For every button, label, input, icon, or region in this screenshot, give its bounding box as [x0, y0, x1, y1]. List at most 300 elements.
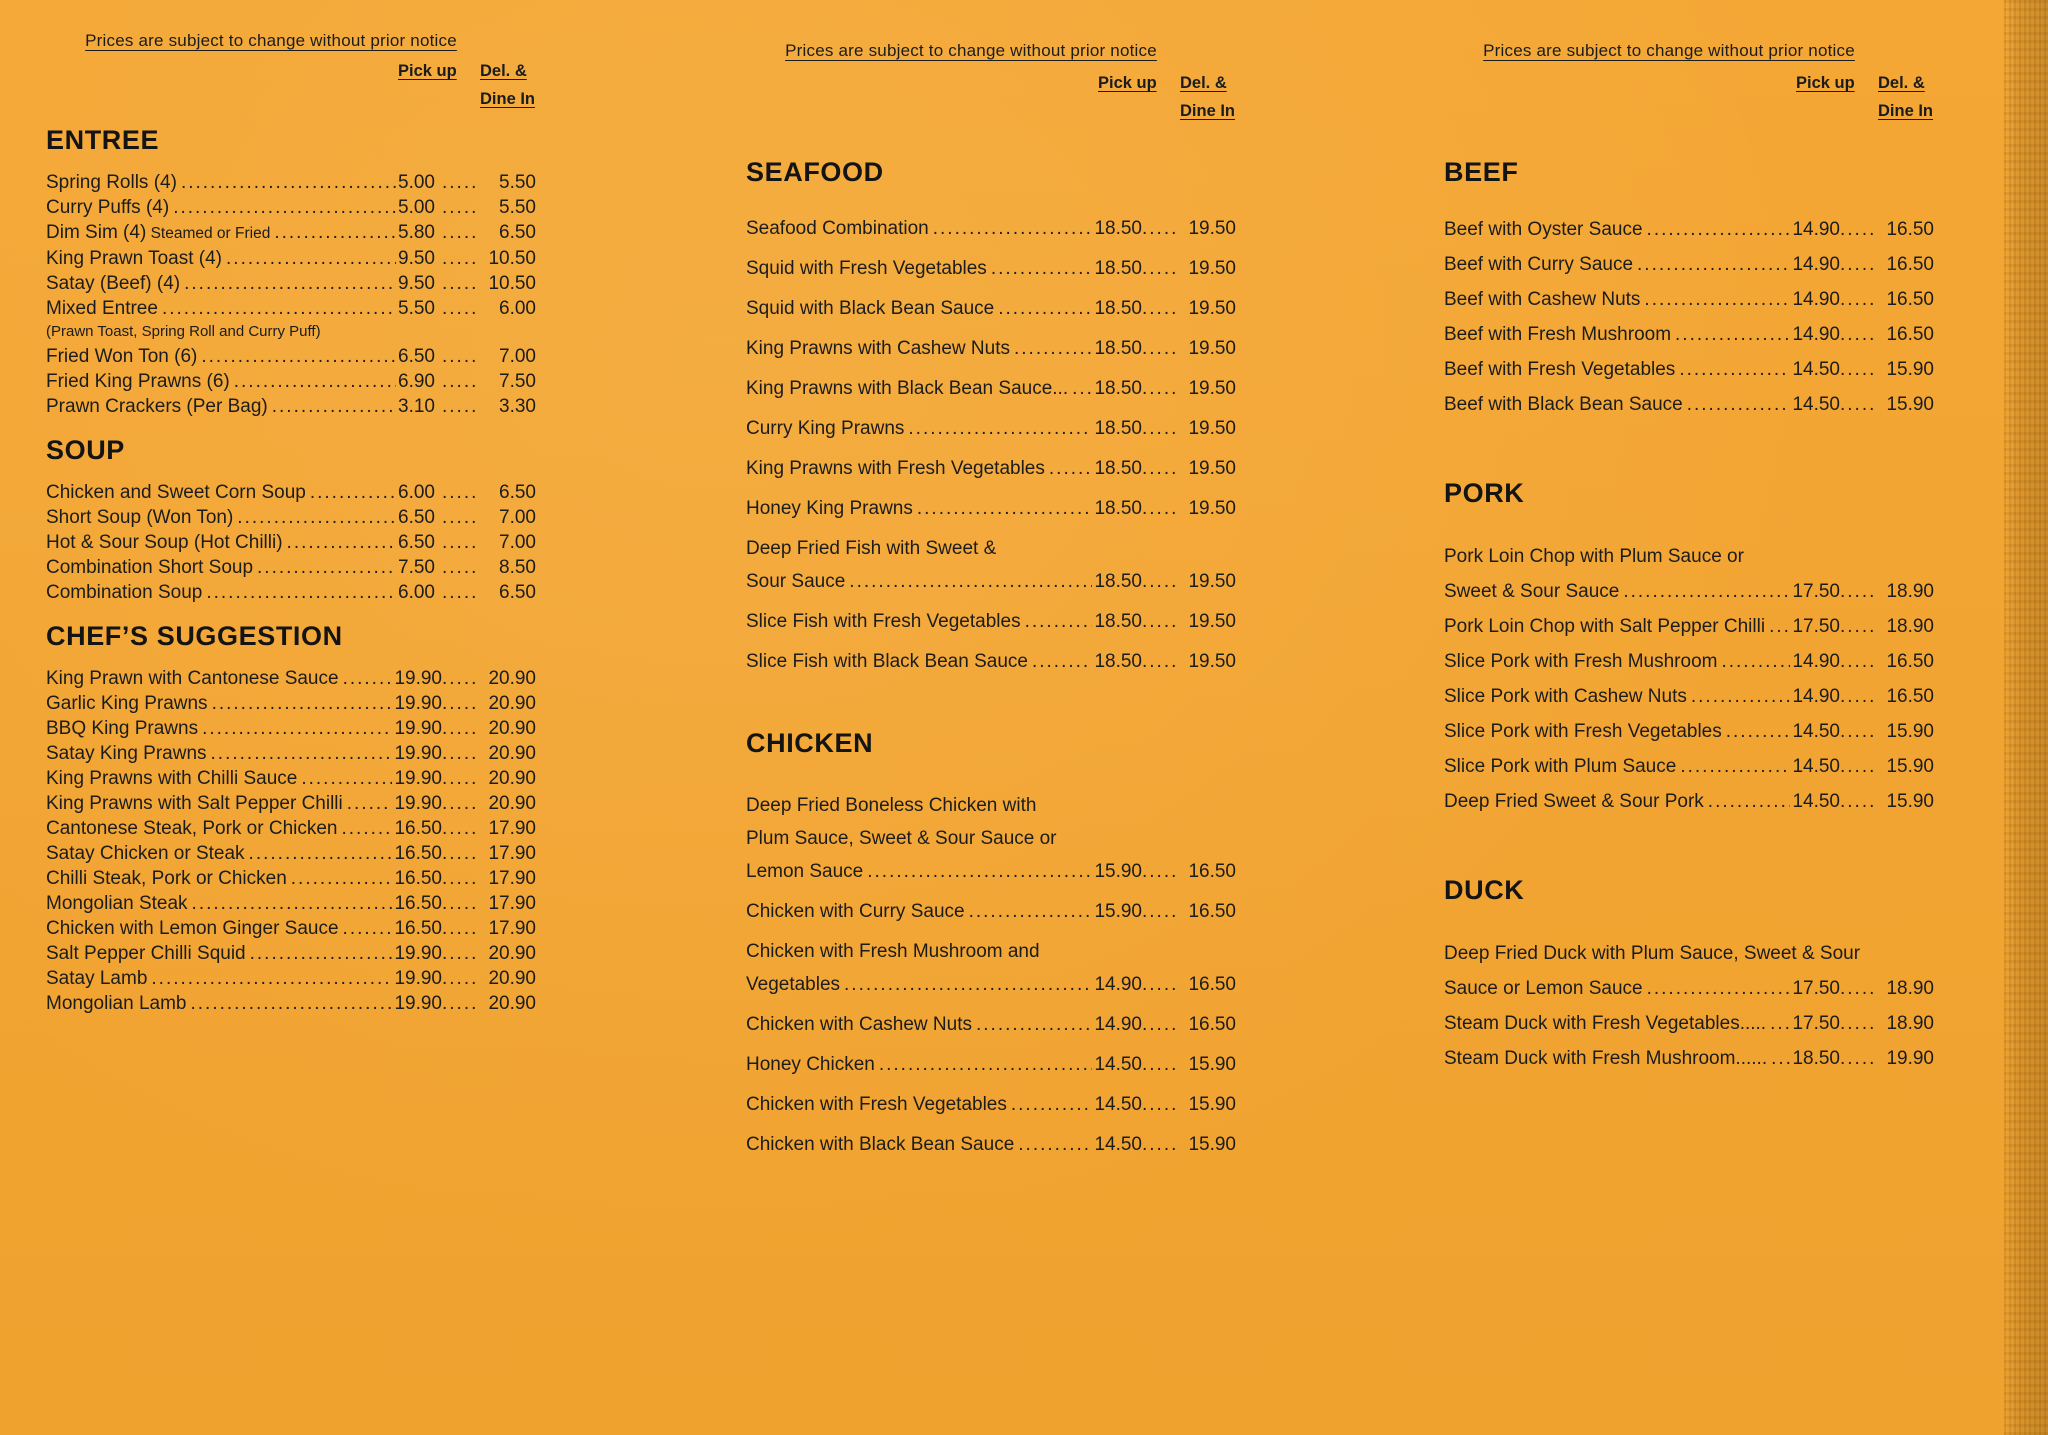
pickup-price: 5.80 [398, 222, 435, 243]
menu-item [746, 645, 1236, 678]
menu-item-name: Vegetables [746, 974, 841, 995]
pickup-price: 16.50 [394, 918, 442, 939]
dot-leader [1679, 352, 1790, 387]
dot-separator [442, 170, 480, 195]
menu-item-name: King Prawn with Cantonese Sauce [46, 668, 339, 689]
dot-leader [190, 991, 392, 1016]
menu-item-name: Satay Lamb [46, 968, 148, 989]
menu-item-line: Deep Fried Duck with Plum Sauce, Sweet & Sour [1444, 943, 1861, 964]
menu-item-row [46, 666, 536, 691]
menu-item-row [46, 296, 536, 321]
dot-leader [1721, 644, 1790, 679]
menu-item-row [46, 170, 536, 195]
pickup-price: 14.50 [1792, 394, 1840, 415]
dot-separator [1142, 645, 1180, 678]
pickup-price: 15.90 [1094, 901, 1142, 922]
menu-item-name: Lemon Sauce [746, 861, 864, 882]
dot-separator [1142, 1128, 1180, 1161]
menu-item-name: Honey King Prawns [746, 498, 913, 519]
menu-item-row [1444, 282, 1934, 317]
menu-item-name: Chicken with Black Bean Sauce [746, 1134, 1015, 1155]
menu-item [746, 452, 1236, 485]
section-title: CHEF’S SUGGESTION [46, 621, 343, 651]
dine-price: 15.90 [1886, 791, 1934, 812]
dot-separator [1142, 895, 1180, 928]
dine-price: 20.90 [488, 718, 536, 739]
delivery-column-header-line2: Dine In [1878, 102, 1934, 120]
dot-leader [184, 271, 396, 296]
menu-item-name: Beef with Cashew Nuts [1444, 289, 1641, 310]
section-title: SEAFOOD [746, 157, 884, 187]
menu-item [46, 691, 536, 716]
menu-column-3 [1444, 0, 1934, 1076]
pickup-price: 16.50 [394, 868, 442, 889]
dot-separator [442, 555, 480, 580]
menu-item [46, 841, 536, 866]
dot-separator [1840, 644, 1878, 679]
dot-separator [1142, 292, 1180, 325]
menu-item-row [1444, 317, 1934, 352]
menu-item [746, 372, 1236, 405]
dot-leader [206, 580, 396, 605]
dine-price: 17.90 [488, 918, 536, 939]
menu-item-row [746, 492, 1236, 525]
dine-price: 5.50 [499, 172, 536, 193]
pickup-price: 19.90 [394, 793, 442, 814]
menu-item [746, 1128, 1236, 1161]
menu-item-row [46, 246, 536, 271]
dot-leader [272, 394, 396, 419]
dot-separator [442, 816, 480, 841]
pickup-price: 18.50 [1094, 258, 1142, 279]
menu-item-row [746, 855, 1236, 888]
pickup-price: 14.90 [1792, 324, 1840, 345]
menu-item [746, 252, 1236, 285]
dot-leader [844, 968, 1092, 1001]
menu-item-name: Chilli Steak, Pork or Chicken [46, 868, 287, 889]
menu-item-row [46, 841, 536, 866]
dot-separator [442, 480, 480, 505]
dine-price: 16.50 [1188, 1014, 1236, 1035]
dine-price: 7.00 [499, 532, 536, 553]
pickup-price: 18.50 [1094, 298, 1142, 319]
dot-leader [274, 220, 396, 245]
menu-section [746, 157, 1236, 678]
menu-item [1444, 387, 1934, 422]
menu-item [746, 212, 1236, 245]
dine-price: 19.50 [1188, 338, 1236, 359]
menu-item-name: Cantonese Steak, Pork or Chicken [46, 818, 338, 839]
dine-price: 17.90 [488, 843, 536, 864]
pickup-price: 18.50 [1094, 418, 1142, 439]
menu-item-row [1444, 714, 1934, 749]
dine-price: 10.50 [488, 273, 536, 294]
dot-leader [212, 691, 393, 716]
menu-item-name: Slice Fish with Black Bean Sauce [746, 651, 1028, 672]
dot-leader [310, 480, 396, 505]
menu-item-name: Dim Sim (4) Steamed or Fried [46, 222, 271, 243]
menu-item [1444, 212, 1934, 247]
menu-item-name: Spring Rolls (4) [46, 172, 177, 193]
dine-price: 19.50 [1188, 218, 1236, 239]
dot-leader [1025, 605, 1093, 638]
dot-separator [1142, 412, 1180, 445]
dot-leader [1687, 387, 1791, 422]
dot-separator [442, 394, 480, 419]
dot-separator [442, 530, 480, 555]
dot-leader [1770, 1006, 1790, 1041]
pickup-price: 14.90 [1792, 651, 1840, 672]
dine-price: 20.90 [488, 768, 536, 789]
pickup-price: 18.50 [1094, 571, 1142, 592]
pickup-column-header: Pick up [1098, 74, 1157, 92]
menu-item-row [1444, 1006, 1934, 1041]
dine-price: 15.90 [1188, 1094, 1236, 1115]
dot-leader [1647, 212, 1791, 247]
menu-item-line: Pork Loin Chop with Plum Sauce or [1444, 546, 1744, 567]
pickup-price: 6.00 [398, 482, 435, 503]
dot-separator [1840, 1006, 1878, 1041]
dot-leader [347, 791, 393, 816]
menu-item-row [746, 292, 1236, 325]
pickup-price: 19.90 [394, 668, 442, 689]
menu-item-name: Satay King Prawns [46, 743, 207, 764]
dine-price: 15.90 [1886, 394, 1934, 415]
delivery-column-header [1180, 73, 1236, 121]
dot-separator [442, 195, 480, 220]
pickup-price: 17.50 [1792, 616, 1840, 637]
dot-leader [1680, 749, 1790, 784]
section-title: SOUP [46, 435, 125, 465]
dot-separator [1142, 1008, 1180, 1041]
pickup-price: 5.00 [398, 197, 435, 218]
menu-item-name: Squid with Fresh Vegetables [746, 258, 987, 279]
dot-leader [1072, 372, 1092, 405]
menu-item-row [1444, 609, 1934, 644]
menu-item-name: Mongolian Lamb [46, 993, 187, 1014]
menu-item-name: Slice Pork with Fresh Vegetables [1444, 721, 1722, 742]
menu-item [746, 789, 1236, 888]
pickup-price: 19.90 [394, 968, 442, 989]
delivery-column-header-line1: Del. & [1878, 74, 1925, 92]
menu-item [46, 891, 536, 916]
menu-item [46, 296, 536, 321]
menu-item [46, 555, 536, 580]
menu-item-name: Beef with Fresh Mushroom [1444, 324, 1672, 345]
pickup-price: 18.50 [1094, 218, 1142, 239]
menu-item [1444, 679, 1934, 714]
section-title: DUCK [1444, 875, 1525, 905]
menu-item-name: Slice Pork with Cashew Nuts [1444, 686, 1687, 707]
dine-price: 19.50 [1188, 498, 1236, 519]
menu-item [1444, 644, 1934, 679]
pickup-price: 14.50 [1792, 791, 1840, 812]
dot-leader [301, 766, 392, 791]
menu-item-name: Combination Short Soup [46, 557, 254, 578]
dine-price: 16.50 [1886, 254, 1934, 275]
menu-item [746, 292, 1236, 325]
menu-item [46, 505, 536, 530]
menu-item-qualifier: Steamed or Fried [146, 225, 271, 242]
scan-edge-artifact [2004, 0, 2048, 1435]
dot-leader [249, 841, 393, 866]
dot-leader [1771, 1041, 1790, 1076]
menu-item-row [746, 968, 1236, 1001]
menu-item-row [1444, 574, 1934, 609]
menu-item-name: Beef with Fresh Vegetables [1444, 359, 1676, 380]
pickup-price: 6.50 [398, 346, 435, 367]
dot-leader [1032, 645, 1092, 678]
pickup-price: 5.50 [398, 298, 435, 319]
dot-separator [1840, 1041, 1878, 1076]
dot-leader [287, 530, 396, 555]
price-change-notice: Prices are subject to change without prior notice [85, 31, 457, 50]
menu-item-name: Salt Pepper Chilli Squid [46, 943, 246, 964]
menu-item [46, 271, 536, 296]
menu-item-name: Mongolian Steak [46, 893, 188, 914]
menu-item-name: Chicken with Curry Sauce [746, 901, 965, 922]
menu-item-name: King Prawns with Black Bean Sauce... [746, 378, 1069, 399]
menu-item-line: Deep Fried Boneless Chicken with [746, 795, 1037, 816]
menu-item [46, 816, 536, 841]
menu-item [46, 666, 536, 691]
pickup-price: 14.50 [1792, 359, 1840, 380]
section-title: PORK [1444, 478, 1525, 508]
menu-item-name: Beef with Curry Sauce [1444, 254, 1634, 275]
menu-item-name: King Prawns with Salt Pepper Chilli [46, 793, 343, 814]
menu-item-row [1444, 784, 1934, 819]
pickup-price: 17.50 [1792, 581, 1840, 602]
dot-separator [442, 741, 480, 766]
dine-price: 19.50 [1188, 458, 1236, 479]
pickup-price: 19.90 [394, 693, 442, 714]
menu-item-row [46, 394, 536, 419]
dot-separator [1142, 605, 1180, 638]
menu-item-row [746, 212, 1236, 245]
menu-item [46, 220, 536, 246]
dot-leader [1675, 317, 1790, 352]
dot-separator [1142, 855, 1180, 888]
menu-item-name: Steam Duck with Fresh Mushroom...... [1444, 1048, 1768, 1069]
pickup-price: 18.50 [1792, 1048, 1840, 1069]
pickup-price: 19.90 [394, 993, 442, 1014]
pickup-price: 14.90 [1792, 254, 1840, 275]
menu-item-row [46, 505, 536, 530]
menu-item-row [46, 530, 536, 555]
menu-item-row [1444, 247, 1934, 282]
pickup-price: 18.50 [1094, 378, 1142, 399]
menu-item-row [46, 816, 536, 841]
menu-item-row [746, 605, 1236, 638]
dot-leader [201, 344, 396, 369]
menu-item-name: Hot & Sour Soup (Hot Chilli) [46, 532, 283, 553]
menu-item [1444, 317, 1934, 352]
menu-item-name: Slice Pork with Fresh Mushroom [1444, 651, 1718, 672]
menu-item-name: Sauce or Lemon Sauce [1444, 978, 1643, 999]
menu-item-row [1444, 387, 1934, 422]
menu-item [46, 741, 536, 766]
dine-price: 16.50 [1886, 219, 1934, 240]
pickup-price: 18.50 [1094, 611, 1142, 632]
pickup-price: 14.50 [1094, 1094, 1142, 1115]
menu-item-row [746, 412, 1236, 445]
pickup-price: 14.50 [1792, 756, 1840, 777]
dot-leader [1691, 679, 1791, 714]
dot-separator [1142, 252, 1180, 285]
dine-price: 6.50 [499, 482, 536, 503]
dine-price: 16.50 [1886, 324, 1934, 345]
dot-separator [442, 666, 480, 691]
menu-item-name: Squid with Black Bean Sauce [746, 298, 995, 319]
menu-item-row [746, 1128, 1236, 1161]
menu-item-row [46, 966, 536, 991]
dot-separator [1840, 387, 1878, 422]
menu-item-name: Sweet & Sour Sauce [1444, 581, 1620, 602]
dot-leader [991, 252, 1093, 285]
dot-separator [1142, 1088, 1180, 1121]
menu-item-row [746, 1008, 1236, 1041]
dine-price: 19.50 [1188, 298, 1236, 319]
dot-separator [442, 691, 480, 716]
dine-price: 15.90 [1188, 1134, 1236, 1155]
dot-leader [1623, 574, 1790, 609]
menu-item [46, 580, 536, 605]
dot-separator [1840, 784, 1878, 819]
dine-price: 6.00 [499, 298, 536, 319]
menu-item-name: Combination Soup [46, 582, 203, 603]
dine-price: 19.50 [1188, 651, 1236, 672]
delivery-column-header-line2: Dine In [1180, 102, 1236, 120]
menu-item-name: King Prawns with Fresh Vegetables [746, 458, 1045, 479]
price-column-headers [46, 61, 536, 109]
menu-column-2 [746, 0, 1236, 1168]
menu-item [1444, 609, 1934, 644]
menu-item-row [46, 916, 536, 941]
dot-separator [1142, 372, 1180, 405]
pickup-price: 14.90 [1792, 686, 1840, 707]
dot-leader [1018, 1128, 1092, 1161]
menu-item [1444, 714, 1934, 749]
menu-item-row [46, 741, 536, 766]
price-column-headers [746, 73, 1236, 121]
pickup-price: 14.90 [1094, 1014, 1142, 1035]
delivery-column-header-line1: Del. & [480, 62, 527, 80]
menu-item-name: Curry Puffs (4) [46, 197, 170, 218]
menu-section [1444, 157, 1934, 422]
menu-item-name: Short Soup (Won Ton) [46, 507, 234, 528]
dot-separator [1840, 212, 1878, 247]
menu-item [46, 369, 536, 394]
dine-price: 18.90 [1886, 581, 1934, 602]
menu-item [1444, 1041, 1934, 1076]
menu-item-name: Satay (Beef) (4) [46, 273, 181, 294]
dot-separator [442, 991, 480, 1016]
dot-leader [257, 555, 396, 580]
dot-separator [1840, 317, 1878, 352]
menu-section [46, 435, 536, 605]
pickup-price: 14.90 [1094, 974, 1142, 995]
price-column-headers [1444, 73, 1934, 121]
pickup-price: 9.50 [398, 273, 435, 294]
menu-item-row [46, 369, 536, 394]
section-title: ENTREE [46, 125, 160, 155]
dot-separator [442, 916, 480, 941]
dine-price: 19.50 [1188, 378, 1236, 399]
dot-separator [1142, 212, 1180, 245]
dine-price: 15.90 [1886, 756, 1934, 777]
pickup-price: 14.90 [1792, 219, 1840, 240]
pickup-price: 18.50 [1094, 458, 1142, 479]
menu-item-name: King Prawn Toast (4) [46, 248, 223, 269]
price-change-notice: Prices are subject to change without prior notice [1483, 41, 1855, 60]
pickup-price: 7.50 [398, 557, 435, 578]
menu-item-name: BBQ King Prawns [46, 718, 199, 739]
dot-separator [1840, 282, 1878, 317]
menu-item [46, 530, 536, 555]
dot-leader [969, 895, 1093, 928]
dot-leader [250, 941, 393, 966]
pickup-column-header: Pick up [398, 62, 457, 80]
menu-item [746, 1048, 1236, 1081]
menu-item [1444, 247, 1934, 282]
dot-separator [1142, 565, 1180, 598]
menu-item-row [1444, 352, 1934, 387]
dot-separator [442, 220, 480, 245]
menu-item [1444, 352, 1934, 387]
dot-leader [234, 369, 396, 394]
pickup-price: 15.90 [1094, 861, 1142, 882]
menu-item [746, 605, 1236, 638]
menu-column-1 [46, 0, 536, 1016]
dot-leader [342, 816, 393, 841]
menu-item [46, 791, 536, 816]
dine-price: 6.50 [499, 582, 536, 603]
dot-separator [442, 841, 480, 866]
dot-leader [1726, 714, 1791, 749]
menu-item-row [46, 271, 536, 296]
menu-item-name: Chicken with Fresh Vegetables [746, 1094, 1007, 1115]
pickup-price: 14.50 [1792, 721, 1840, 742]
menu-item-row [746, 252, 1236, 285]
pickup-price: 6.90 [398, 371, 435, 392]
dot-separator [442, 891, 480, 916]
dine-price: 7.00 [499, 346, 536, 367]
menu-item-row [1444, 749, 1934, 784]
menu-item [1444, 282, 1934, 317]
dine-price: 5.50 [499, 197, 536, 218]
dine-price: 8.50 [499, 557, 536, 578]
dine-price: 18.90 [1886, 1013, 1934, 1034]
menu-item [46, 344, 536, 369]
pickup-price: 14.50 [1094, 1134, 1142, 1155]
dot-separator [442, 966, 480, 991]
dine-price: 16.50 [1886, 651, 1934, 672]
menu-item-name: Seafood Combination [746, 218, 929, 239]
dot-leader [1647, 971, 1791, 1006]
pickup-price: 5.00 [398, 172, 435, 193]
menu-item-name: Chicken and Sweet Corn Soup [46, 482, 306, 503]
menu-item-row [1444, 212, 1934, 247]
menu-section [1444, 875, 1934, 1076]
menu-item-name: Beef with Oyster Sauce [1444, 219, 1643, 240]
dot-separator [442, 505, 480, 530]
dot-leader [1637, 247, 1790, 282]
dine-price: 19.50 [1188, 611, 1236, 632]
dine-price: 3.30 [499, 396, 536, 417]
menu-item-row [746, 332, 1236, 365]
menu-item-row [1444, 679, 1934, 714]
menu-item-row [46, 580, 536, 605]
